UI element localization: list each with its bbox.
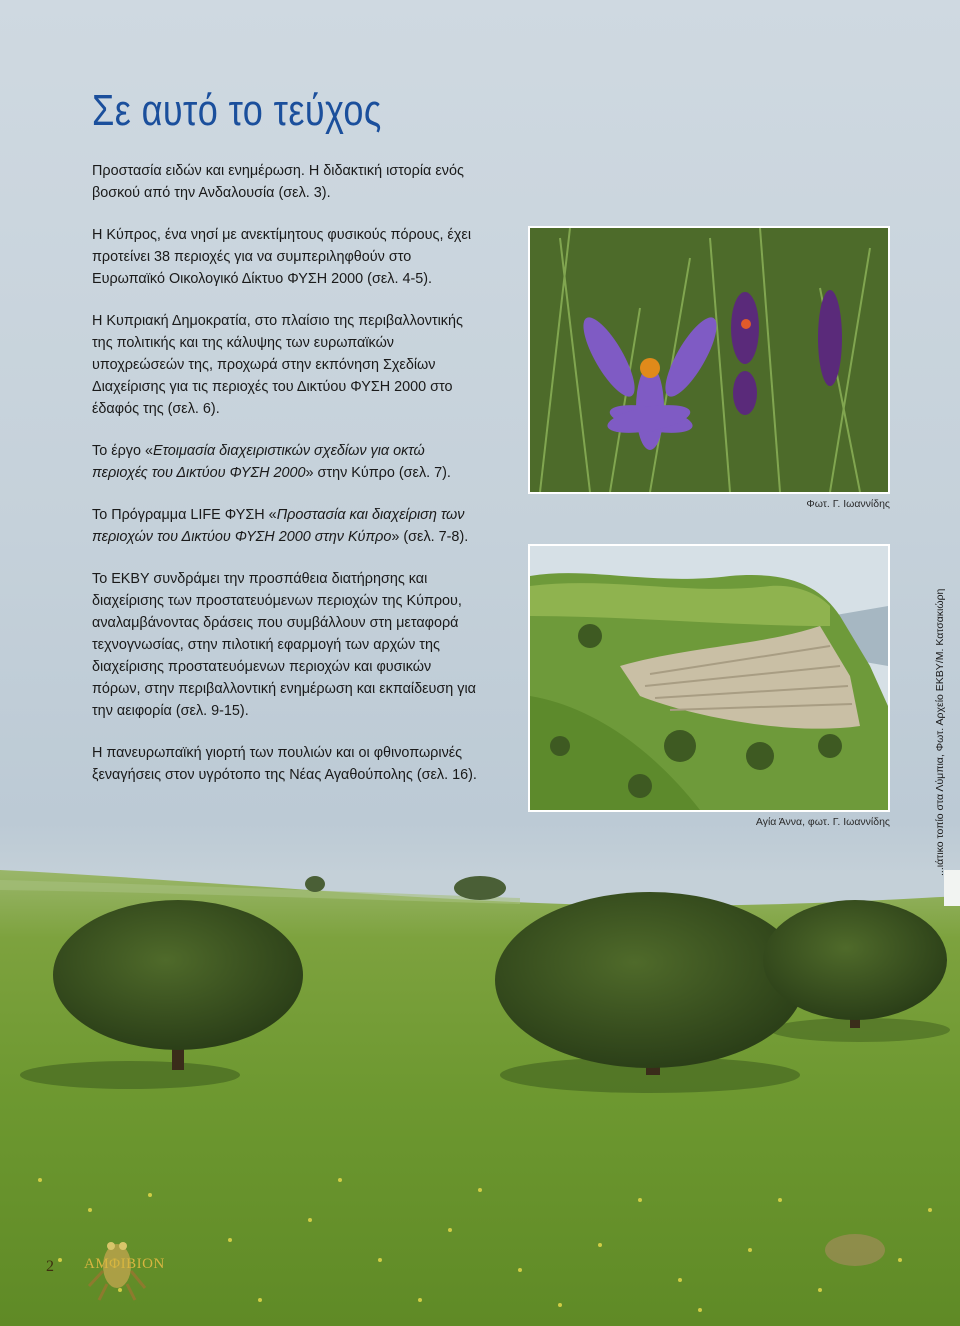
contents-item: Προστασία ειδών και ενημέρωση. Η διδακτική ιστορία ενός βοσκού από την Ανδαλουσία (σελ. 3). [92,163,464,201]
page-title: Σε αυτό το τεύχος [92,86,382,135]
contents-item: Η Κύπρος, ένα νησί με ανεκτίμητους φυσικούς πόρους, έχει προτείνει 38 περιοχές για να συμπεριληφθούν στο Ευρωπαϊκό Οικολογικό Δίκτυο ΦΥΣΗ 2000 (σελ. 4-5). [92,227,472,287]
caption-box [944,870,960,906]
contents-item-text: » στην Κύπρο (σελ. 7). [305,465,451,481]
contents-item [92,504,482,548]
contents-item: Το ΕΚΒΥ συνδράμει την προσπάθεια διατήρησης και διαχείρισης των προστατευόμενων περιοχών της Κύπρου, αναλαμβάνοντας δράσεις που συμβάλλουν στη μεταφορά τεχνογνωσίας, στην πιλοτική εφαρμογή των αρχών της διαχείρισης προστατευόμενων περιοχών και φυσικών πόρων, στην περιβαλλοντική ενημέρωση και εκπαίδευση για την αειφορία (σελ. 9-15). [92,571,476,719]
contents-item: Η πανευρωπαϊκή γιορτή των πουλιών και οι φθινοπωρινές ξεναγήσεις στον υγρότοπο της Νέας Αγαθούπολης (σελ. 16). [92,745,477,783]
contents-item-text: Το Πρόγραμμα LIFE ΦΥΣΗ « [92,507,277,523]
contents-item-text: Το έργο « [92,443,154,459]
contents-item-text: » (σελ. 7-8). [391,529,469,545]
cliff-photo-caption: Αγία Άννα, φωτ. Γ. Ιωαννίδης [755,816,890,828]
brand-name: ΑΜΦΙΒΙΟΝ [84,1256,165,1272]
contents-item: Η Κυπριακή Δημοκρατία, στο πλαίσιο της περιβαλλοντικής της πολιτικής και της κάλυψης των ευρωπαϊκών υποχρεώσεών της, προχωρά στην εκπόνηση Σχεδίων Διαχείρισης για τις περιοχές του Δικτύου ΦΥΣΗ 2000 στο έδαφός της (σελ. 6). [92,313,463,417]
cliff-photo [528,544,890,812]
contents-item-title: Προστασία και διαχείριση των περιοχών του Δικτύου ΦΥΣΗ 2000 στην Κύπρο [92,507,465,545]
background-photo-caption: ...ιάτικο τοπίο στα Λύμπια, Φωτ. Αρχείο ΕΚΒΥ/Μ. Κατσακιώρη [934,588,946,876]
page-number: 2 [46,1258,54,1275]
flower-photo [528,226,890,494]
contents-item-title: Ετοιμασία διαχειριστικών σχεδίων για οκτώ περιοχές του Δικτύου ΦΥΣΗ 2000 [92,443,425,481]
contents-item [92,440,482,484]
contents-list [92,160,482,806]
flower-photo-caption: Φωτ. Γ. Ιωαννίδης [806,498,890,510]
